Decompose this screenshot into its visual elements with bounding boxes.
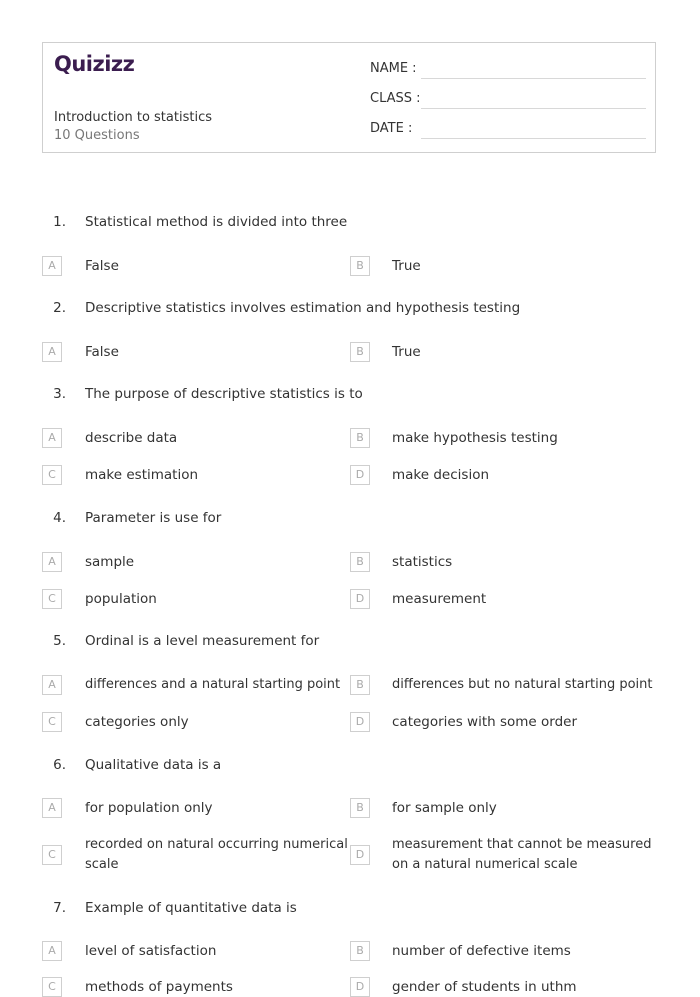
option-letter-box: A — [42, 941, 62, 961]
date-line — [421, 138, 646, 139]
option-text: make estimation — [85, 467, 199, 483]
question-number: 6. — [53, 757, 66, 773]
option-text: sample — [85, 554, 135, 570]
worksheet-title: Introduction to statistics — [54, 110, 212, 125]
date-label: DATE : — [370, 121, 413, 136]
option-text: make decision — [392, 467, 490, 483]
option-text: False — [85, 344, 119, 360]
option-letter-box: A — [42, 798, 62, 818]
name-label: NAME : — [370, 61, 417, 76]
question-text: Qualitative data is a — [85, 757, 222, 773]
option-letter-box: D — [350, 465, 370, 485]
option-text: make hypothesis testing — [392, 430, 558, 446]
option-text: measurement — [392, 591, 487, 607]
option-letter-box: B — [350, 675, 370, 695]
question-text: Statistical method is divided into three — [85, 214, 348, 230]
option-text: False — [85, 258, 119, 274]
name-line — [421, 78, 646, 79]
option-letter-box: D — [350, 589, 370, 609]
option-letter-box: B — [350, 552, 370, 572]
question-number: 1. — [53, 214, 66, 230]
class-label: CLASS : — [370, 91, 421, 106]
option-text: for sample only — [392, 800, 497, 816]
option-letter-box: A — [42, 256, 62, 276]
option-letter-box: C — [42, 845, 62, 865]
option-letter-box: B — [350, 798, 370, 818]
option-text: differences but no natural starting point — [392, 677, 653, 692]
option-text: categories with some order — [392, 714, 578, 730]
question-text: Descriptive statistics involves estimation and hypothesis testing — [85, 300, 521, 316]
option-text: categories only — [85, 714, 189, 730]
question-number: 7. — [53, 900, 66, 916]
option-letter-box: D — [350, 977, 370, 997]
question-number: 5. — [53, 633, 66, 649]
option-text: for population only — [85, 800, 213, 816]
class-line — [421, 108, 646, 109]
question-text: Example of quantitative data is — [85, 900, 297, 916]
option-letter-box: A — [42, 552, 62, 572]
question-number: 2. — [53, 300, 66, 316]
question-text: Ordinal is a level measurement for — [85, 633, 320, 649]
option-text: methods of payments — [85, 979, 233, 995]
option-letter-box: A — [42, 675, 62, 695]
option-letter-box: D — [350, 712, 370, 732]
option-letter-box: B — [350, 941, 370, 961]
option-letter-box: B — [350, 342, 370, 362]
option-text: True — [392, 344, 421, 360]
question-text: Parameter is use for — [85, 510, 222, 526]
question-number: 4. — [53, 510, 66, 526]
option-text: level of satisfaction — [85, 943, 217, 959]
option-text: describe data — [85, 430, 178, 446]
quizizz-logo: Quizizz — [54, 52, 135, 76]
option-letter-box: B — [350, 256, 370, 276]
option-letter-box: C — [42, 977, 62, 997]
option-text: differences and a natural starting point — [85, 677, 341, 692]
question-count: 10 Questions — [54, 128, 140, 143]
option-letter-box: A — [42, 342, 62, 362]
option-letter-box: D — [350, 845, 370, 865]
question-number: 3. — [53, 386, 66, 402]
option-text: statistics — [392, 554, 453, 570]
option-text: gender of students in uthm — [392, 979, 577, 995]
option-text: measurement that cannot be measured on a natural numerical scale — [392, 837, 652, 872]
option-letter-box: A — [42, 428, 62, 448]
option-letter-box: C — [42, 465, 62, 485]
question-text: The purpose of descriptive statistics is to — [85, 386, 363, 402]
option-letter-box: C — [42, 589, 62, 609]
option-text: True — [392, 258, 421, 274]
option-letter-box: C — [42, 712, 62, 732]
option-text: recorded on natural occurring numerical scale — [85, 837, 348, 872]
option-text: number of defective items — [392, 943, 571, 959]
option-letter-box: B — [350, 428, 370, 448]
option-text: population — [85, 591, 157, 607]
